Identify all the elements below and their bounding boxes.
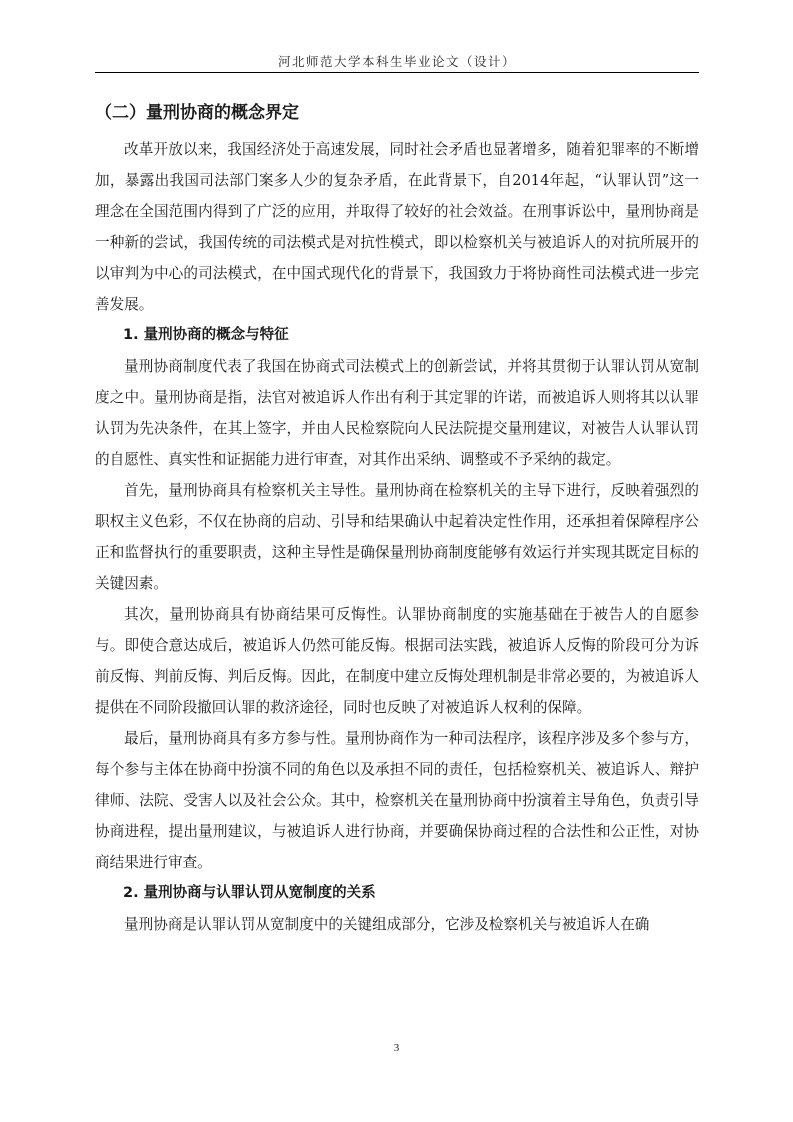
section-title: （二）量刑协商的概念界定 xyxy=(95,103,299,123)
paragraph-first: 首先，量刑协商具有检察机关主导性。量刑协商在检察机关的主导下进行，反映着强烈的职权主义色彩，不仅在协商的启动、引导和结果确认中起着决定性作用，还承担着保障程序公正和监督执行的重要职责，这种主导性是确保量刑协商制度能够有效运行并实现其既定目标的关键因素。 xyxy=(95,482,699,592)
paragraph-relation: 量刑协商是认罪认罚从宽制度中的关键组成部分，它涉及检察机关与被追诉人在确 xyxy=(124,916,650,933)
intro-paragraph: 改革开放以来，我国经济处于高速发展，同时社会矛盾也显著增多，随着犯罪率的不断增加，暴露出我国司法部门案多人少的复杂矛盾，在此背景下，自2014年起，“认罪认罚”这一理念在全国范围内得到了广泛的应用，并取得了较好的社会效益。在刑事诉讼中，量刑协商是一种新的尝试，我国传统的司法模式是对抗性模式，即以检察机关与被追诉人的对抗所展开的以审判为中心的司法模式，在中国式现代化的背景下，我国致力于将协商性司法模式进一步完善发展。 xyxy=(95,141,699,313)
header-rule xyxy=(95,72,699,73)
paragraph-second: 其次，量刑协商具有协商结果可反悔性。认罪协商制度的实施基础在于被告人的自愿参与。即使合意达成后，被追诉人仍然可能反悔。根据司法实践，被追诉人反悔的阶段可分为诉前反悔、判前反悔、判后反悔。因此，在制度中建立反悔处理机制是非常必要的，为被追诉人提供在不同阶段撤回认罪的救济途径，同时也反映了对被追诉人权利的保障。 xyxy=(95,606,699,716)
paragraph-last: 最后，量刑协商具有多方参与性。量刑协商作为一种司法程序，该程序涉及多个参与方，每个参与主体在协商中扮演不同的角色以及承担不同的责任，包括检察机关、被追诉人、辩护律师、法院、受害人以及社会公众。其中，检察机关在量刑协商中扮演着主导角色，负责引导协商进程，提出量刑建议，与被追诉人进行协商，并要确保协商过程的合法性和公正性，对协商结果进行审查。 xyxy=(95,730,699,871)
page-number: 3 xyxy=(393,1042,400,1054)
paragraph-definition: 量刑协商制度代表了我国在协商式司法模式上的创新尝试，并将其贯彻于认罪认罚从宽制度之中。量刑协商是指，法官对被追诉人作出有利于其定罪的许诺，而被追诉人则将其以认罪认罚为先决条件，在其上签字，并由人民检察院向人民法院提交量刑建议，对被告人认罪认罚的自愿性、真实性和证据能力进行审查，对其作出采纳、调整或不予采纳的裁定。 xyxy=(95,358,699,468)
subsection-title-2: 2. 量刑协商与认罪认罚从宽制度的关系 xyxy=(123,885,376,901)
document-body xyxy=(95,98,699,940)
subsection-title-1: 1. 量刑协商的概念与特征 xyxy=(123,327,289,343)
page-header: 河北师范大学本科生毕业论文（设计） xyxy=(277,54,516,69)
